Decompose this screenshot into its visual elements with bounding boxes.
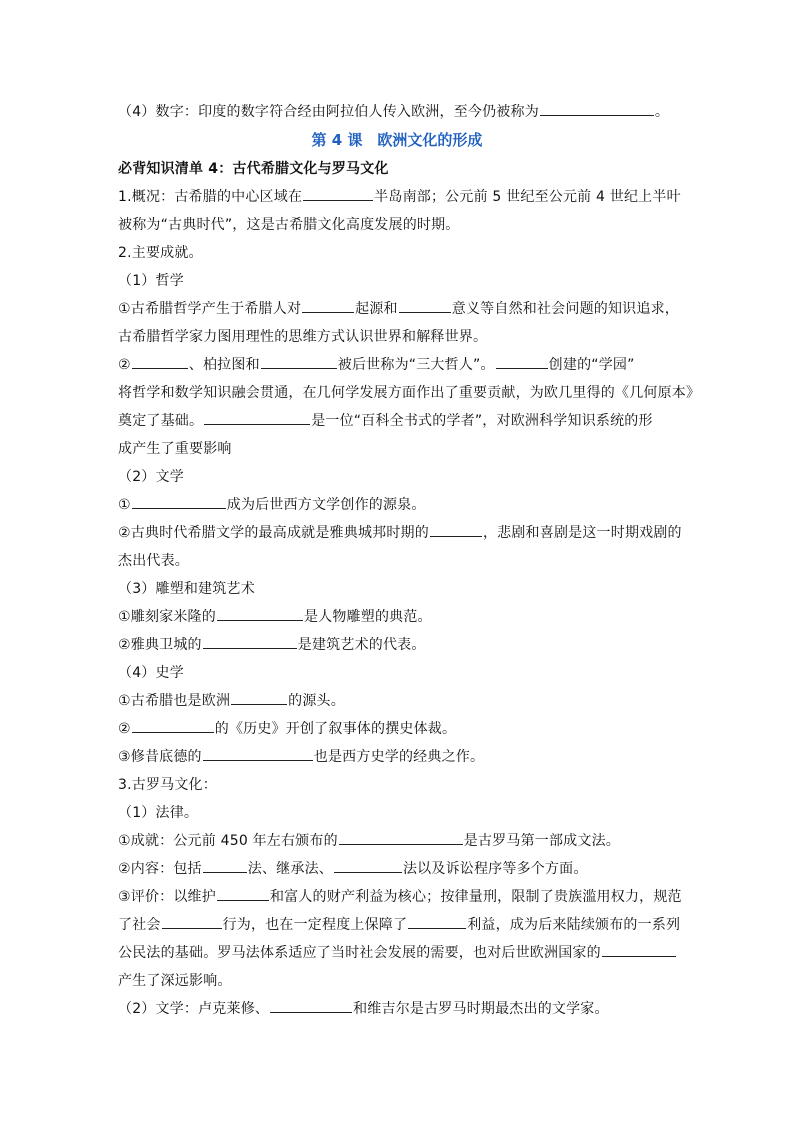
line-history-heading: （4）史学 xyxy=(118,665,184,681)
text: ①雕刻家米隆的 xyxy=(118,609,216,625)
text: 是人物雕塑的典范。 xyxy=(303,609,432,625)
fill-blank[interactable] xyxy=(496,354,548,369)
line-literature-1 xyxy=(118,494,426,516)
fill-blank[interactable] xyxy=(303,186,373,201)
text: ①古希腊哲学产生于希腊人对 xyxy=(118,301,302,317)
line-literature-2-cont: 杰出代表。 xyxy=(118,553,189,569)
text: ③评价：以维护 xyxy=(118,889,216,905)
text: 被后世称为“三大哲人”。 xyxy=(337,357,495,373)
fill-blank[interactable] xyxy=(339,830,463,845)
line-law-heading: （1）法律。 xyxy=(118,805,199,821)
fill-blank[interactable] xyxy=(399,298,451,313)
fill-blank[interactable] xyxy=(408,914,466,929)
fill-blank[interactable] xyxy=(132,494,226,509)
line-rome-literature xyxy=(118,998,609,1020)
line-law-1 xyxy=(118,830,620,852)
fill-blank[interactable] xyxy=(430,522,482,537)
text: 半岛南部；公元前 5 世纪至公元前 4 世纪上半叶 xyxy=(374,189,681,205)
fill-blank[interactable] xyxy=(602,942,676,957)
line-art-heading: （3）雕塑和建筑艺术 xyxy=(118,581,255,597)
line-philosophy-heading: （1）哲学 xyxy=(118,273,184,289)
fill-blank[interactable] xyxy=(270,998,352,1013)
line-philosophy-2-cont2 xyxy=(118,410,653,432)
text: 1.概况：古希腊的中心区域在 xyxy=(118,189,303,205)
fill-blank[interactable] xyxy=(132,718,214,733)
line-numerals xyxy=(118,101,669,123)
text: 和维吉尔是古罗马时期最杰出的文学家。 xyxy=(353,1001,609,1017)
line-philosophy-2-cont: 将哲学和数学知识融会贯通，在几何学发展方面作出了重要贡献，为欧几里得的《几何原本》 xyxy=(118,385,701,401)
text: 创建的“学园” xyxy=(548,357,635,373)
line-philosophy-1 xyxy=(118,298,679,320)
fill-blank[interactable] xyxy=(217,886,269,901)
fill-blank[interactable] xyxy=(540,101,654,116)
line-overview xyxy=(118,186,681,208)
text: 的源头。 xyxy=(288,693,345,709)
fill-blank[interactable] xyxy=(231,690,287,705)
text: （4）数字：印度的数字符合经由阿拉伯人传入欧洲，至今仍被称为 xyxy=(118,104,539,120)
fill-blank[interactable] xyxy=(204,410,310,425)
text: 法以及诉讼程序等多个方面。 xyxy=(402,861,588,877)
text: 是古罗马第一部成文法。 xyxy=(463,833,620,849)
line-law-3-cont3: 产生了深远影响。 xyxy=(118,973,232,989)
text: ②雅典卫城的 xyxy=(118,637,202,653)
text: ③修昔底德的 xyxy=(118,749,202,765)
fill-blank[interactable] xyxy=(203,858,247,873)
line-philosophy-1-cont: 古希腊哲学家力图用理性的思维方式认识世界和解释世界。 xyxy=(118,329,488,345)
line-law-3 xyxy=(118,886,682,908)
fill-blank[interactable] xyxy=(217,606,303,621)
text: ② xyxy=(118,357,131,373)
text: 和富人的财产利益为核心；按律量刑，限制了贵族滥用权力，规范 xyxy=(269,889,682,905)
text: 奠定了基础。 xyxy=(118,413,204,429)
line-philosophy-2-cont3: 成产生了重要影响 xyxy=(118,441,232,457)
text: 也是西方史学的经典之作。 xyxy=(313,749,485,765)
line-history-3 xyxy=(118,746,484,768)
line-law-3-cont2 xyxy=(118,942,677,964)
fill-blank[interactable] xyxy=(302,298,354,313)
line-art-1 xyxy=(118,606,432,628)
fill-blank[interactable] xyxy=(132,354,188,369)
text: 是建筑艺术的代表。 xyxy=(297,637,426,653)
fill-blank[interactable] xyxy=(203,746,313,761)
fill-blank[interactable] xyxy=(261,354,337,369)
line-art-2 xyxy=(118,634,426,656)
text: 意义等自然和社会问题的知识追求， xyxy=(451,301,679,317)
line-overview-cont: 被称为“古典时代”，这是古希腊文化高度发展的时期。 xyxy=(118,217,460,233)
text: 行为，也在一定程度上保障了 xyxy=(222,917,408,933)
text: ① xyxy=(118,497,131,513)
line-rome-heading: 3.古罗马文化： xyxy=(118,777,217,793)
section-heading: 必背知识清单 4：古代希腊文化与罗马文化 xyxy=(118,161,389,177)
text: 成为后世西方文学创作的源泉。 xyxy=(226,497,426,513)
text: （2）文学：卢克莱修、 xyxy=(118,1001,270,1017)
text: 法、继承法、 xyxy=(247,861,333,877)
text: ①成就：公元前 450 年左右颁布的 xyxy=(118,833,338,849)
text: 起源和 xyxy=(355,301,398,317)
fill-blank[interactable] xyxy=(203,634,297,649)
fill-blank[interactable] xyxy=(162,914,222,929)
text: ②古典时代希腊文学的最高成就是雅典城邦时期的 xyxy=(118,525,429,541)
line-literature-2 xyxy=(118,522,682,544)
text: 利益，成为后来陆续颁布的一系列 xyxy=(467,917,681,933)
line-literature-heading: （2）文学 xyxy=(118,469,184,485)
text: 了社会 xyxy=(118,917,161,933)
text: 的《历史》开创了叙事体的撰史体裁。 xyxy=(214,721,457,737)
line-law-3-cont xyxy=(118,914,680,936)
line-achievements: 2.主要成就。 xyxy=(118,245,203,261)
text: ②内容：包括 xyxy=(118,861,202,877)
line-history-1 xyxy=(118,690,345,712)
lesson-title: 第 4 课 欧洲文化的形成 xyxy=(311,131,483,149)
text: 公民法的基础。罗马法体系适应了当时社会发展的需要，也对后世欧洲国家的 xyxy=(118,945,601,961)
text: 是一位“百科全书式的学者”，对欧洲科学知识系统的形 xyxy=(311,413,653,429)
line-philosophy-2 xyxy=(118,354,635,376)
text: 。 xyxy=(654,104,670,120)
fill-blank[interactable] xyxy=(334,858,402,873)
text: ，悲剧和喜剧是这一时期戏剧的 xyxy=(482,525,682,541)
text: 、柏拉图和 xyxy=(188,357,260,373)
text: ② xyxy=(118,721,131,737)
text: ①古希腊也是欧洲 xyxy=(118,693,231,709)
line-law-2 xyxy=(118,858,588,880)
line-history-2 xyxy=(118,718,456,740)
